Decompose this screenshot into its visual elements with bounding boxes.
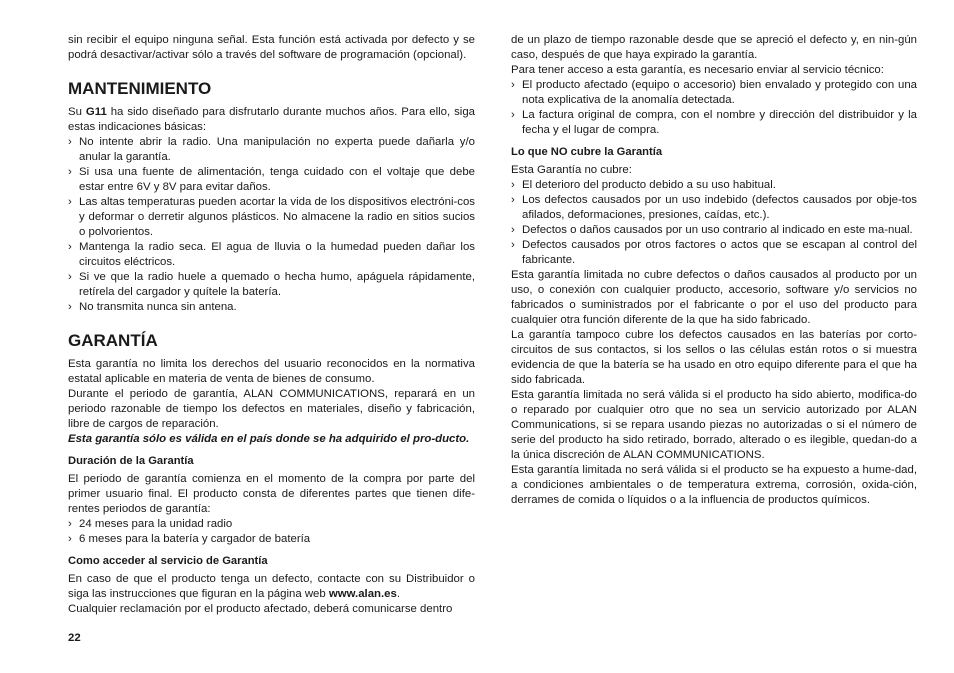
maintenance-intro: [68, 105, 475, 135]
right-column: [511, 33, 917, 508]
access-paragraph-1-pre: En caso de que el producto tenga un defecto, contacte con su Distribuidor o siga las instrucciones que figuran en la página web: [68, 573, 475, 600]
warranty-country-note: Esta garantía sólo es válida en el país donde se ha adquirido el pro-ducto.: [68, 433, 470, 445]
list-item: › Si ve que la radio huele a quemado o hecha humo, apáguela rápidamente, retírela del cargador y quítele la batería.: [68, 270, 475, 300]
warranty-heading: GARANTÍA: [68, 331, 158, 350]
list-item: › Si usa una fuente de alimentación, tenga cuidado con el voltaje que debe estar entre 6V y 8V para evitar daños.: [68, 165, 475, 195]
maintenance-intro-pre: Su: [68, 106, 86, 118]
website-link[interactable]: www.alan.es: [328, 588, 397, 600]
access-paragraph-2: Cualquier reclamación por el producto afectado, deberá comunicarse dentro: [68, 603, 453, 615]
list-item: › Las altas temperaturas pueden acortar la vida de los dispositivos electróni-cos y deformar o derretir algunos plásticos. No almacene la radio en sitios sucios o polvorientos.: [68, 195, 475, 240]
list-item: › El producto afectado (equipo o accesorio) bien envalado y protegido con una nota explicativa de la anomalía detectada.: [511, 78, 917, 108]
left-column: [68, 33, 475, 617]
maintenance-list: [68, 135, 475, 315]
send-list: [511, 78, 917, 138]
list-item: › No transmita nunca sin antena.: [68, 300, 475, 315]
access-paragraph-1: [68, 572, 475, 602]
list-item: › No intente abrir la radio. Una manipulación no experta puede dañarla y/o anular la garantía.: [68, 135, 475, 165]
intro-paragraph: sin recibir el equipo ninguna señal. Esta función está activada por defecto y se podrá desactivar/activar sólo a través del software de programación (opcional).: [68, 34, 475, 61]
limitation-paragraph-2: La garantía tampoco cubre los defectos causados en las baterías por corto-circuitos de sus contactos, si los sellos o las células están rotos o si muestra evidencia de que la batería se ha usado en otro equipo diferente para el que ha sido fabricada.: [511, 329, 917, 386]
warranty-paragraph-1: Esta garantía no limita los derechos del usuario reconocidos en la normativa estatal aplicable en materia de venta de bienes de consumo.: [68, 358, 475, 385]
list-item: › El deterioro del producto debido a su uso habitual.: [511, 178, 917, 193]
not-covered-list: [511, 178, 917, 268]
maintenance-heading: MANTENIMIENTO: [68, 79, 212, 98]
duration-list: [68, 517, 475, 547]
list-item: › Defectos o daños causados por un uso contrario al indicado en este ma-nual.: [511, 223, 917, 238]
duration-paragraph: El periodo de garantía comienza en el momento de la compra por parte del primer usuario final. El producto consta de diferentes partes que tienen dife-rentes periodos de garantía:: [68, 473, 475, 515]
list-item: › 6 meses para la batería y cargador de batería: [68, 532, 475, 547]
not-covered-heading: Lo que NO cubre la Garantía: [511, 146, 663, 158]
list-item: › 24 meses para la unidad radio: [68, 517, 475, 532]
list-item: › Mantenga la radio seca. El agua de lluvia o la humedad pueden dañar los circuitos eléctricos.: [68, 240, 475, 270]
duration-heading: Duración de la Garantía: [68, 455, 194, 467]
warranty-paragraph-2: Durante el periodo de garantía, ALAN COMMUNICATIONS, reparará en un periodo razonable de tiempo los defectos en materiales, diseño y fabricación, libre de cargos de reparación.: [68, 388, 475, 430]
limitation-paragraph-4: Esta garantía limitada no será válida si el producto se ha expuesto a hume-dad, a condiciones ambientales o de temperatura extrema, corrosión, oxida-ción, derrames de comida o líquidos o a la influencia de productos químicos.: [511, 464, 917, 506]
list-item: › Los defectos causados por un uso indebido (defectos causados por obje-tos afilados, deformaciones, presiones, caídas, etc.).: [511, 193, 917, 223]
send-intro: Para tener acceso a esta garantía, es necesario enviar al servicio técnico:: [511, 64, 884, 76]
maintenance-intro-post: ha sido diseñado para disfrutarlo durante muchos años. Para ello, siga estas indicaciones básicas:: [68, 106, 475, 133]
list-item: › La factura original de compra, con el nombre y dirección del distribuidor y la fecha y el lugar de compra.: [511, 108, 917, 138]
list-item: › Defectos causados por otros factores o actos que se escapan al control del fabricante.: [511, 238, 917, 268]
page-number: 22: [68, 632, 81, 644]
claim-paragraph: de un plazo de tiempo razonable desde que se apreció el defecto y, en nin-gún caso, después de que haya expirado la garantía.: [511, 34, 917, 61]
limitation-paragraph-1: Esta garantía limitada no cubre defectos o daños causados al producto por un uso, o conexión con cualquier producto, accesorio, software y/o servicios no fabricados o suministrados por el fabricante o por el uso del producto para cualquier otra función diferente de la que ha sido fabricado.: [511, 269, 917, 326]
access-heading: Como acceder al servicio de Garantía: [68, 555, 268, 567]
not-covered-intro: Esta Garantía no cubre:: [511, 164, 632, 176]
limitation-paragraph-3: Esta garantía limitada no será válida si el producto ha sido abierto, modifica-do o reparado por cualquier otro que no sea un servicio autorizado por ALAN Communications, si se repara usando piezas no autorizadas o si el número de serie del producto ha sido retirado, borrado, alterado o es ilegible, quedan-do a la única discreción de ALAN COMMUNICATIONS.: [511, 389, 917, 461]
access-paragraph-1-post: .: [396, 588, 401, 600]
model-name: G11: [85, 106, 107, 118]
